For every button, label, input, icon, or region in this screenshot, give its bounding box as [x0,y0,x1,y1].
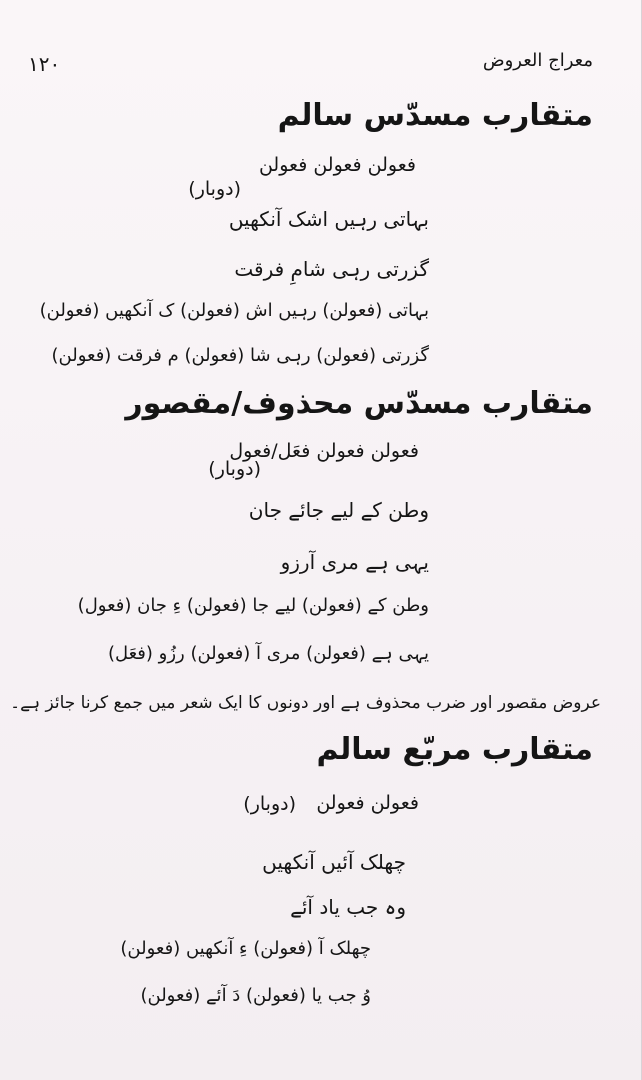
scansion-line: گزرتی (فعولن) رہی شا (فعولن) م فرقت (فعولن) [51,345,429,366]
meter-pattern: فعولن فعولن فعولن [258,154,416,176]
scansion-line: یہی ہے (فعولن) مری آ (فعولن) رزُو (فعَل) [107,643,429,664]
rule-note: عروض مقصور اور ضرب محذوف ہے اور دونوں کا ایک شعر میں جمع کرنا جائز ہے۔ [10,693,601,713]
repeat-note: (دوبار) [243,793,296,815]
repeat-note: (دوبار) [208,458,261,480]
verse-line: وہ جب یاد آئے [290,895,406,919]
section-heading: متقارب مربّع سالم [316,732,593,767]
scansion-line: بہاتی (فعولن) رہیں اش (فعولن) ک آنکھیں (فعولن) [39,300,429,321]
page-number: ١٢٠ [28,52,61,76]
scansion-line: چھلک آ (فعولن) ءِ آنکھیں (فعولن) [120,938,371,959]
scansion-line: وطن کے (فعولن) لیے جا (فعولن) ءِ جان (فعول) [77,595,429,616]
verse-line: وطن کے لیے جائے جان [248,498,429,522]
meter-pattern: فعولن فعولن [316,792,419,814]
verse-line: چھلک آئیں آنکھیں [262,850,406,874]
verse-line: گزرتی رہی شامِ فرقت [234,257,429,281]
scansion-line: وُ جب یا (فعولن) دَ آئے (فعولن) [140,985,371,1006]
verse-line: بہاتی رہیں اشک آنکھیں [228,207,429,231]
section-heading: متقارب مسدّس سالم [277,98,593,133]
repeat-note: (دوبار) [188,178,241,200]
meter-pattern: فعولن فعولن فعَل/فعول [229,440,419,462]
running-title: معراج العروض [482,50,593,71]
verse-line: یہی ہے مری آرزو [280,550,429,574]
section-heading: متقارب مسدّس محذوف/مقصور [125,386,593,421]
